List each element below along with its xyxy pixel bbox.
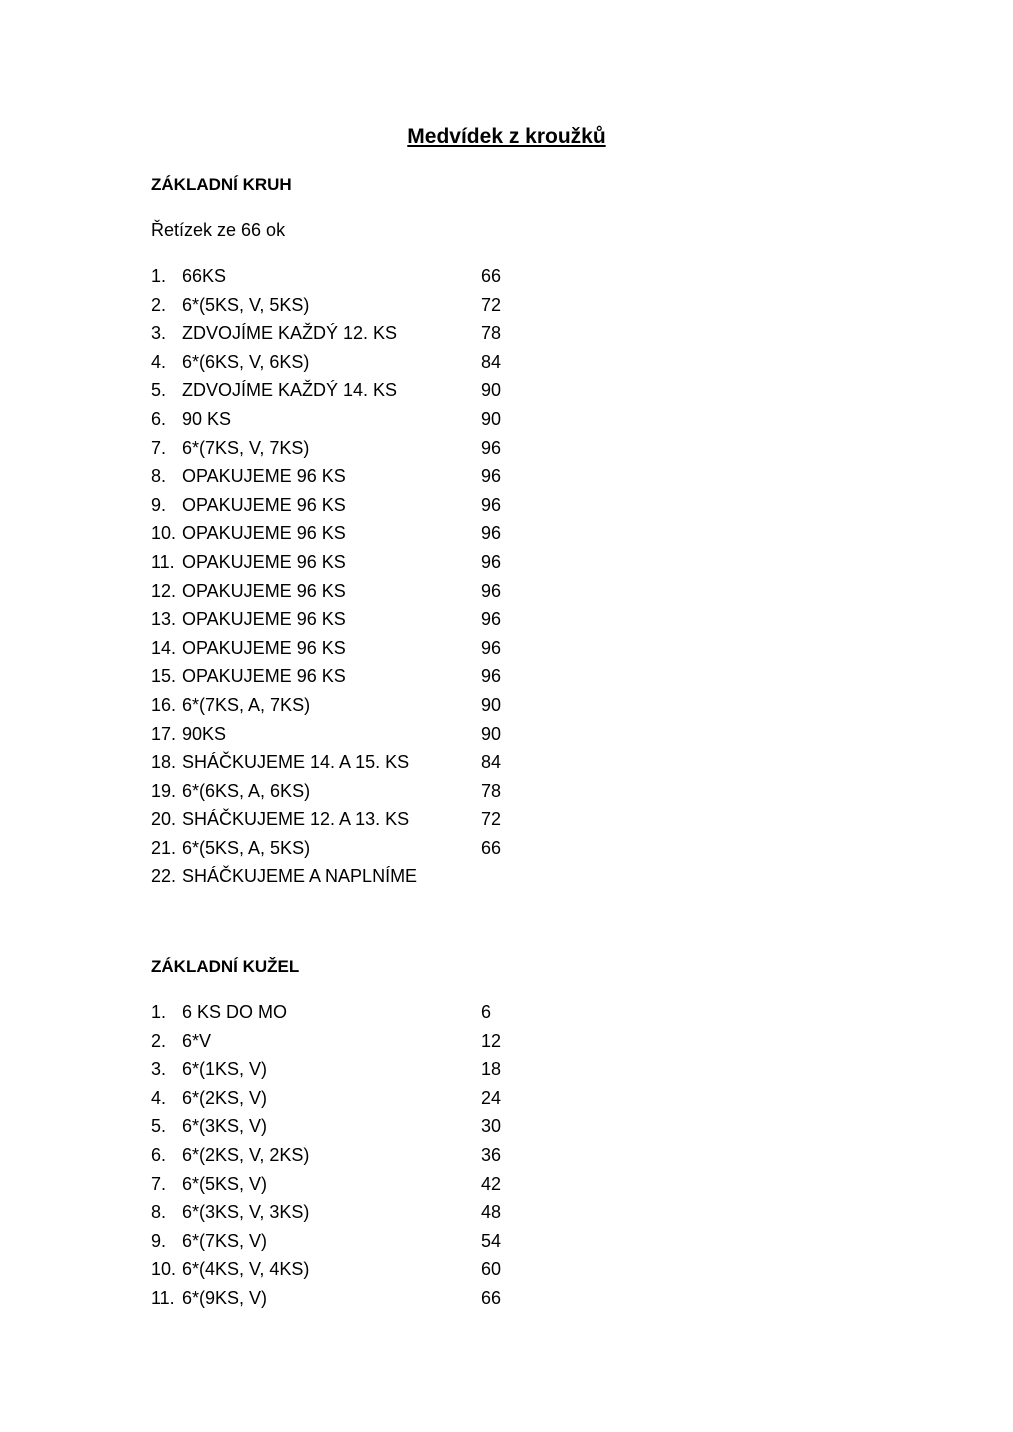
list-item <box>151 694 751 723</box>
section-heading-kuzel: ZÁKLADNÍ KUŽEL <box>151 957 300 976</box>
row-instruction: OPAKUJEME 96 KS <box>182 580 346 601</box>
row-stitch-count: 30 <box>481 1116 502 1137</box>
row-stitch-count: 48 <box>481 1202 502 1223</box>
row-instruction: ZDVOJÍME KAŽDÝ 12. KS <box>182 323 398 344</box>
list-item <box>151 494 751 523</box>
list-item <box>151 808 751 837</box>
row-number: 6. <box>151 1144 167 1165</box>
row-stitch-count: 90 <box>481 408 502 429</box>
row-number: 14. <box>151 637 177 658</box>
row-number: 5. <box>151 1116 167 1137</box>
row-number: 7. <box>151 1173 167 1194</box>
row-instruction: 6*(5KS, A, 5KS) <box>182 837 311 858</box>
list-item <box>151 1201 751 1230</box>
row-instruction: 6*(3KS, V, 3KS) <box>182 1202 310 1223</box>
row-stitch-count: 12 <box>481 1030 502 1051</box>
list-item <box>151 1115 751 1144</box>
row-stitch-count: 54 <box>481 1230 502 1251</box>
row-instruction: SHÁČKUJEME 12. A 13. KS <box>182 809 410 830</box>
list-item <box>151 437 751 466</box>
row-instruction: OPAKUJEME 96 KS <box>182 466 346 487</box>
row-number: 4. <box>151 351 167 372</box>
row-number: 2. <box>151 1030 167 1051</box>
row-number: 9. <box>151 494 167 515</box>
row-instruction: 6*(2KS, V, 2KS) <box>182 1144 310 1165</box>
list-item <box>151 1230 751 1259</box>
row-instruction: 6*(6KS, A, 6KS) <box>182 780 311 801</box>
list-item <box>151 465 751 494</box>
row-instruction: SHÁČKUJEME 14. A 15. KS <box>182 752 410 773</box>
row-instruction: 6*V <box>182 1030 212 1051</box>
list-item <box>151 379 751 408</box>
row-number: 10. <box>151 523 177 544</box>
row-stitch-count: 96 <box>481 494 502 515</box>
row-stitch-count: 66 <box>481 1287 502 1308</box>
instruction-list-kruh <box>151 265 751 894</box>
list-item <box>151 780 751 809</box>
row-stitch-count: 90 <box>481 694 502 715</box>
list-item <box>151 1030 751 1059</box>
row-number: 16. <box>151 694 177 715</box>
row-instruction: OPAKUJEME 96 KS <box>182 494 346 515</box>
row-stitch-count: 24 <box>481 1087 502 1108</box>
list-item <box>151 351 751 380</box>
row-stitch-count: 96 <box>481 466 502 487</box>
row-number: 12. <box>151 580 177 601</box>
row-instruction: 90KS <box>182 723 227 744</box>
row-number: 9. <box>151 1230 167 1251</box>
list-item <box>151 1087 751 1116</box>
row-number: 21. <box>151 837 177 858</box>
list-item <box>151 1144 751 1173</box>
row-number: 3. <box>151 323 167 344</box>
row-instruction: OPAKUJEME 96 KS <box>182 666 346 687</box>
row-instruction: OPAKUJEME 96 KS <box>182 523 346 544</box>
row-number: 17. <box>151 723 177 744</box>
row-stitch-count: 72 <box>481 294 502 315</box>
row-instruction: 6*(5KS, V) <box>182 1173 268 1194</box>
list-item <box>151 865 751 894</box>
list-item <box>151 837 751 866</box>
list-item <box>151 294 751 323</box>
row-stitch-count: 96 <box>481 666 502 687</box>
row-number: 7. <box>151 437 167 458</box>
list-item <box>151 1058 751 1087</box>
row-number: 3. <box>151 1059 167 1080</box>
row-number: 20. <box>151 809 177 830</box>
row-instruction: 6*(4KS, V, 4KS) <box>182 1259 310 1280</box>
row-number: 8. <box>151 1202 167 1223</box>
row-instruction: 6 KS DO MO <box>182 1002 288 1022</box>
row-instruction: ZDVOJÍME KAŽDÝ 14. KS <box>182 380 398 401</box>
row-stitch-count: 72 <box>481 809 502 830</box>
list-item <box>151 665 751 694</box>
intro-text: Řetízek ze 66 ok <box>151 220 286 240</box>
row-instruction: 6*(7KS, A, 7KS) <box>182 694 311 715</box>
row-instruction: 66KS <box>182 266 227 286</box>
row-instruction: OPAKUJEME 96 KS <box>182 551 346 572</box>
row-stitch-count: 96 <box>481 523 502 544</box>
instruction-list-kuzel <box>151 1001 751 1316</box>
row-number: 11. <box>151 551 175 572</box>
list-item <box>151 265 751 294</box>
row-number: 11. <box>151 1287 175 1308</box>
row-stitch-count: 78 <box>481 323 502 344</box>
row-stitch-count: 36 <box>481 1144 502 1165</box>
row-stitch-count: 66 <box>481 266 502 286</box>
list-item <box>151 322 751 351</box>
row-number: 6. <box>151 408 167 429</box>
list-item <box>151 551 751 580</box>
row-instruction: OPAKUJEME 96 KS <box>182 609 346 630</box>
row-number: 18. <box>151 752 177 773</box>
list-item <box>151 751 751 780</box>
document-title: Medvídek z kroužků <box>407 125 606 148</box>
row-stitch-count: 6 <box>481 1002 492 1022</box>
row-number: 15. <box>151 666 177 687</box>
list-item <box>151 1173 751 1202</box>
row-number: 8. <box>151 466 167 487</box>
row-instruction: 6*(7KS, V, 7KS) <box>182 437 310 458</box>
row-instruction: 6*(2KS, V) <box>182 1087 268 1108</box>
row-stitch-count: 96 <box>481 551 502 572</box>
row-instruction: OPAKUJEME 96 KS <box>182 637 346 658</box>
row-number: 1. <box>151 1002 167 1022</box>
row-stitch-count: 96 <box>481 437 502 458</box>
row-stitch-count: 96 <box>481 609 502 630</box>
row-number: 5. <box>151 380 167 401</box>
row-instruction: 6*(9KS, V) <box>182 1287 268 1308</box>
row-stitch-count: 84 <box>481 752 502 773</box>
row-stitch-count: 96 <box>481 580 502 601</box>
row-instruction: SHÁČKUJEME A NAPLNÍME <box>182 866 418 887</box>
row-stitch-count: 18 <box>481 1059 502 1080</box>
row-instruction: 6*(7KS, V) <box>182 1230 268 1251</box>
list-item <box>151 637 751 666</box>
list-item <box>151 608 751 637</box>
row-stitch-count: 60 <box>481 1259 502 1280</box>
row-number: 10. <box>151 1259 177 1280</box>
list-item <box>151 723 751 752</box>
row-instruction: 6*(1KS, V) <box>182 1059 268 1080</box>
row-instruction: 6*(5KS, V, 5KS) <box>182 294 310 315</box>
row-stitch-count: 84 <box>481 351 502 372</box>
row-instruction: 6*(3KS, V) <box>182 1116 268 1137</box>
row-stitch-count: 42 <box>481 1173 502 1194</box>
list-item <box>151 580 751 609</box>
list-item <box>151 1287 751 1316</box>
row-number: 4. <box>151 1087 167 1108</box>
row-number: 2. <box>151 294 167 315</box>
list-item <box>151 522 751 551</box>
row-instruction: 6*(6KS, V, 6KS) <box>182 351 310 372</box>
row-number: 13. <box>151 609 177 630</box>
row-number: 22. <box>151 866 177 887</box>
row-stitch-count: 96 <box>481 637 502 658</box>
list-item <box>151 1001 751 1030</box>
row-number: 1. <box>151 266 167 286</box>
row-stitch-count: 90 <box>481 380 502 401</box>
row-number: 19. <box>151 780 177 801</box>
list-item <box>151 1258 751 1287</box>
row-instruction: 90 KS <box>182 408 232 429</box>
row-stitch-count: 78 <box>481 780 502 801</box>
section-heading-kruh: ZÁKLADNÍ KRUH <box>151 175 292 194</box>
row-stitch-count: 66 <box>481 837 502 858</box>
list-item <box>151 408 751 437</box>
row-stitch-count: 90 <box>481 723 502 744</box>
